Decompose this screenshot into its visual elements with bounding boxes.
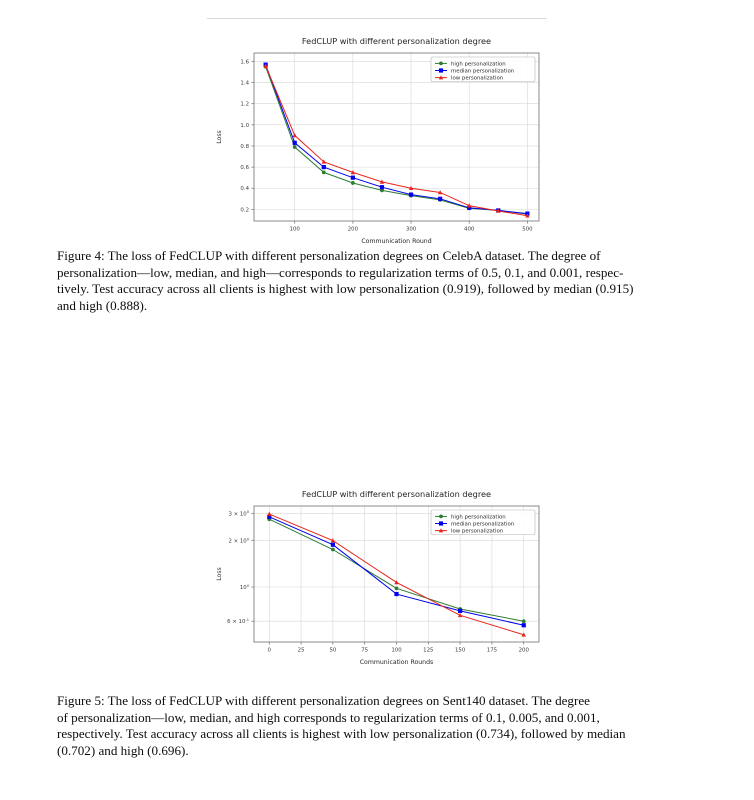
data-point: [394, 580, 398, 584]
y-tick-label: 1.4: [240, 80, 249, 87]
x-axis: [268, 642, 530, 666]
caption-line: personalization—low, median, and high—corresponds to regularization terms of 0.5, 0.1, and 0.001, respec-: [57, 264, 624, 280]
x-axis-label: Communication Rounds: [359, 659, 434, 666]
y-tick-label: $6 \times 10^{-1}$: [227, 618, 249, 626]
x-tick-label: 200: [518, 647, 529, 654]
y-tick-exponent: 0: [246, 583, 249, 588]
x-tick-label: 125: [423, 647, 434, 654]
y-tick-label: 0.2: [240, 207, 249, 214]
data-point: [522, 619, 526, 623]
y-tick-exponent: -1: [245, 618, 249, 623]
x-tick-label: 100: [289, 226, 300, 233]
caption-line: Figure 4: The loss of FedCLUP with different personalization degrees on CelebA dataset. The degree of: [57, 248, 601, 263]
x-tick-label: 150: [454, 647, 466, 654]
data-point: [438, 197, 442, 201]
data-point: [293, 145, 297, 149]
caption-line: Figure 5: The loss of FedCLUP with different personalization degrees on Sent140 dataset. The degree: [57, 693, 590, 708]
y-tick-label: $10^0$: [239, 583, 249, 591]
series-low: [263, 63, 529, 217]
legend-label: median personalization: [451, 68, 515, 75]
figure-4: [0, 18, 754, 251]
figure-4-caption: [57, 248, 697, 314]
y-tick-label: 1.2: [240, 101, 249, 108]
legend-label: high personalization: [451, 61, 506, 68]
legend-label: low personalization: [451, 75, 504, 82]
figure-5: [0, 482, 754, 672]
y-tick-label: $2 \times 10^0$: [228, 537, 249, 545]
caption-line: tively. Test accuracy across all clients is highest with low personalization (0.919), followed by median (0.915): [57, 281, 634, 297]
data-point: [522, 623, 526, 627]
figure-5-plot: [207, 482, 547, 672]
y-tick-exponent: 0: [246, 537, 249, 542]
caption-line: of personalization—low, median, and high corresponds to regularization terms of 0.1, 0.005, and 0.001,: [57, 709, 600, 725]
x-tick-label: 500: [522, 226, 533, 233]
x-tick-label: 200: [347, 226, 359, 233]
data-point: [322, 170, 326, 174]
figure-5-caption: [57, 693, 697, 759]
y-axis: [216, 59, 254, 213]
y-tick-label: 0.6: [240, 165, 249, 172]
legend-marker: [439, 515, 443, 519]
series-line: [266, 67, 528, 214]
data-point: [458, 609, 462, 613]
y-axis: [216, 510, 254, 625]
chart-legend: [431, 510, 535, 535]
chart-legend: [431, 57, 535, 82]
data-point: [351, 176, 355, 180]
data-point: [395, 586, 399, 590]
data-point: [293, 141, 297, 145]
x-tick-label: 400: [464, 226, 475, 233]
figure-4-plot: [207, 25, 547, 251]
data-point: [380, 185, 384, 189]
legend-marker: [439, 521, 443, 525]
legend-marker: [439, 68, 443, 72]
x-tick-label: 50: [329, 647, 337, 654]
x-tick-label: 25: [297, 647, 305, 654]
data-point: [394, 592, 398, 596]
legend-marker: [439, 62, 443, 66]
caption-line: respectively. Test accuracy across all clients is highest with low personalization (0.734), followed by median: [57, 726, 626, 742]
data-point: [293, 133, 297, 137]
data-point: [409, 192, 413, 196]
data-point: [331, 543, 335, 547]
x-axis: [290, 221, 534, 245]
y-tick-exponent: 0: [246, 510, 249, 515]
chart-title: FedCLUP with different personalization degree: [301, 36, 492, 46]
legend-label: median personalization: [451, 521, 515, 528]
series-line: [266, 65, 528, 214]
figure-top-rule: [207, 18, 547, 19]
caption-line: (0.702) and high (0.696).: [57, 742, 189, 758]
chart-title: FedCLUP with different personalization degree: [301, 489, 492, 499]
y-tick-label: 0.4: [240, 186, 249, 193]
legend-label: low personalization: [451, 528, 504, 535]
series-high: [264, 65, 530, 216]
y-tick-label: $3 \times 10^0$: [228, 510, 249, 518]
chart-figure5: [207, 482, 547, 672]
x-tick-label: 175: [486, 647, 498, 654]
legend-label: high personalization: [451, 514, 506, 521]
x-axis-label: Communication Round: [361, 238, 432, 245]
x-tick-label: 100: [391, 647, 402, 654]
data-point: [322, 165, 326, 169]
data-point: [267, 512, 271, 516]
y-axis-label: Loss: [216, 567, 223, 581]
caption-line: and high (0.888).: [57, 297, 148, 313]
data-point: [351, 181, 355, 185]
x-tick-label: 75: [361, 647, 369, 654]
x-tick-label: 300: [405, 226, 417, 233]
data-point: [331, 548, 335, 552]
y-tick-label: 1.0: [240, 122, 249, 129]
y-axis-label: Loss: [216, 130, 223, 144]
y-tick-label: 0.8: [240, 143, 249, 150]
y-tick-label: 1.6: [240, 59, 249, 66]
x-tick-label: 0: [267, 647, 271, 654]
chart-figure4: [207, 25, 547, 251]
